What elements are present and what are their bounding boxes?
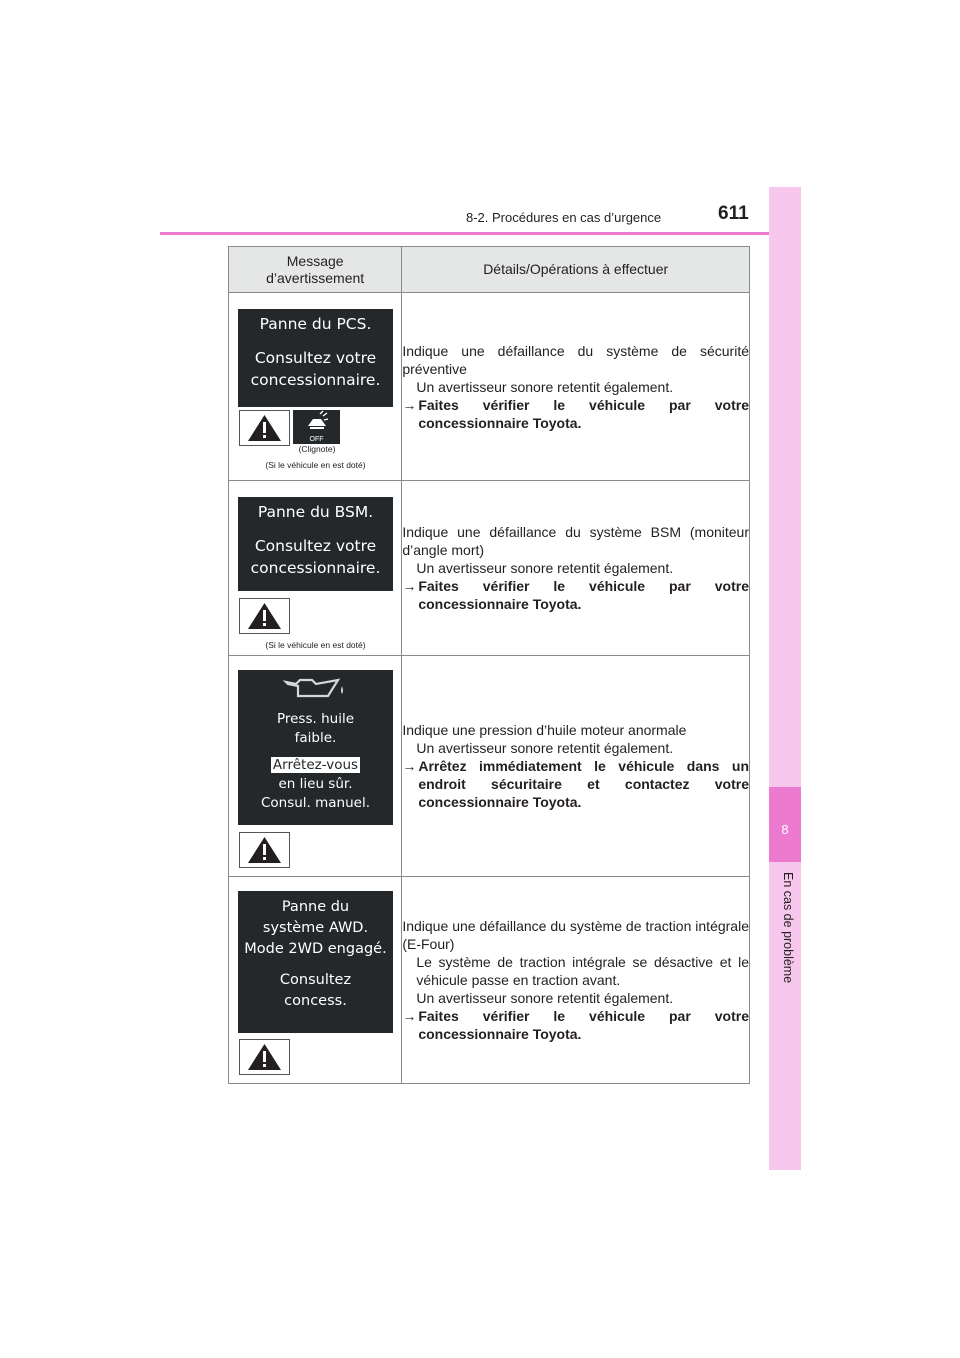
action-line: [402, 1007, 749, 1043]
message-screen: [238, 309, 393, 407]
screen-line: Panne du BSM.: [257, 503, 374, 521]
action-line: [402, 396, 749, 432]
blink-note: (Clignote): [298, 444, 336, 454]
details-cell: [402, 481, 750, 656]
pcs-off-icon: [293, 410, 340, 444]
arrow-right-icon: →: [402, 578, 417, 594]
action-text: Faites vérifier le véhicule par votre concessionnaire Toyota.: [418, 578, 749, 612]
arrow-right-icon: →: [402, 396, 417, 413]
chapter-label: En cas de problème: [781, 872, 795, 984]
details-subtext: Un avertisseur sonore retentit également.: [416, 740, 674, 756]
action-text: Faites vérifier le véhicule par votre concessionnaire Toyota.: [418, 396, 749, 431]
details-subtext: Le système de traction intégrale se désactive et le véhicule passe en traction avant.: [416, 954, 749, 988]
equipped-note: (Si le véhicule en est doté): [265, 460, 366, 470]
chapter-number: 8: [781, 822, 789, 837]
screen-line: en lieu sûr.: [278, 776, 353, 792]
screen-line: Press. huile: [276, 711, 355, 727]
warning-triangle-icon: [239, 598, 290, 634]
action-text: Arrêtez immédiatement le véhicule dans un endroit sécuritaire et contactez votre concessionnaire Toyota.: [418, 758, 749, 810]
equipped-note: (Si le véhicule en est doté): [265, 640, 366, 650]
message-cell: [229, 293, 402, 481]
message-cell: [229, 877, 402, 1084]
message-screen: [238, 670, 393, 825]
warning-triangle-icon: [239, 410, 290, 446]
details-text: Indique une défaillance du système de sécurité préventive: [402, 342, 749, 377]
table-row: [229, 656, 750, 877]
col-header-details: Détails/Opérations à effectuer: [402, 247, 750, 293]
details-text: Indique une défaillance du système de traction intégrale (E-Four): [402, 918, 749, 952]
arrow-right-icon: →: [402, 758, 417, 774]
message-cell: [229, 656, 402, 877]
col-header-message: Message d’avertissement: [229, 247, 402, 293]
header-rule: [160, 232, 800, 235]
action-line: [402, 577, 749, 613]
screen-line: Mode 2WD engagé.: [244, 941, 387, 957]
table-row: [229, 481, 750, 656]
message-cell: [229, 481, 402, 656]
screen-line: Consultez: [279, 972, 352, 988]
details-cell: [402, 877, 750, 1084]
page-number: 611: [718, 203, 749, 224]
details-text: Indique une pression d’huile moteur anormale: [402, 722, 687, 738]
table-header-row: [229, 247, 750, 293]
screen-line-highlight: Arrêtez-vous: [272, 757, 359, 773]
oil-can-icon: [238, 670, 393, 710]
screen-line: concessionnaire.: [250, 371, 381, 389]
warning-table: [228, 246, 750, 1084]
message-screen: [238, 891, 393, 1033]
details-subtext: Un avertisseur sonore retentit également.: [416, 560, 674, 576]
screen-line: Panne du PCS.: [259, 315, 372, 333]
screen-line: système AWD.: [262, 920, 369, 936]
screen-line: Consultez votre: [254, 349, 377, 367]
screen-line: Consul. manuel.: [260, 795, 371, 811]
action-text: Faites vérifier le véhicule par votre concessionnaire Toyota.: [418, 1008, 749, 1042]
screen-line: Panne du: [281, 899, 350, 915]
chapter-side-tab: [769, 187, 801, 1170]
screen-line: faible.: [294, 730, 337, 746]
details-cell: [402, 293, 750, 481]
screen-line: concessionnaire.: [250, 559, 381, 577]
action-line: [402, 757, 749, 811]
screen-line: concess.: [284, 993, 347, 1009]
message-screen: [238, 497, 393, 591]
screen-line: Consultez votre: [254, 537, 377, 555]
warning-triangle-icon: [239, 832, 290, 868]
arrow-right-icon: →: [402, 1008, 417, 1024]
section-title: 8-2. Procédures en cas d’urgence: [466, 210, 662, 225]
details-subtext: Un avertisseur sonore retentit également.: [416, 378, 674, 395]
details-cell: [402, 656, 750, 877]
warning-triangle-icon: [239, 1039, 290, 1075]
pcs-off-label: OFF: [309, 436, 324, 443]
details-text: Indique une défaillance du système BSM (moniteur d’angle mort): [402, 524, 749, 558]
details-subtext: Un avertisseur sonore retentit également.: [416, 990, 674, 1006]
table-row: [229, 293, 750, 481]
table-row: [229, 877, 750, 1084]
